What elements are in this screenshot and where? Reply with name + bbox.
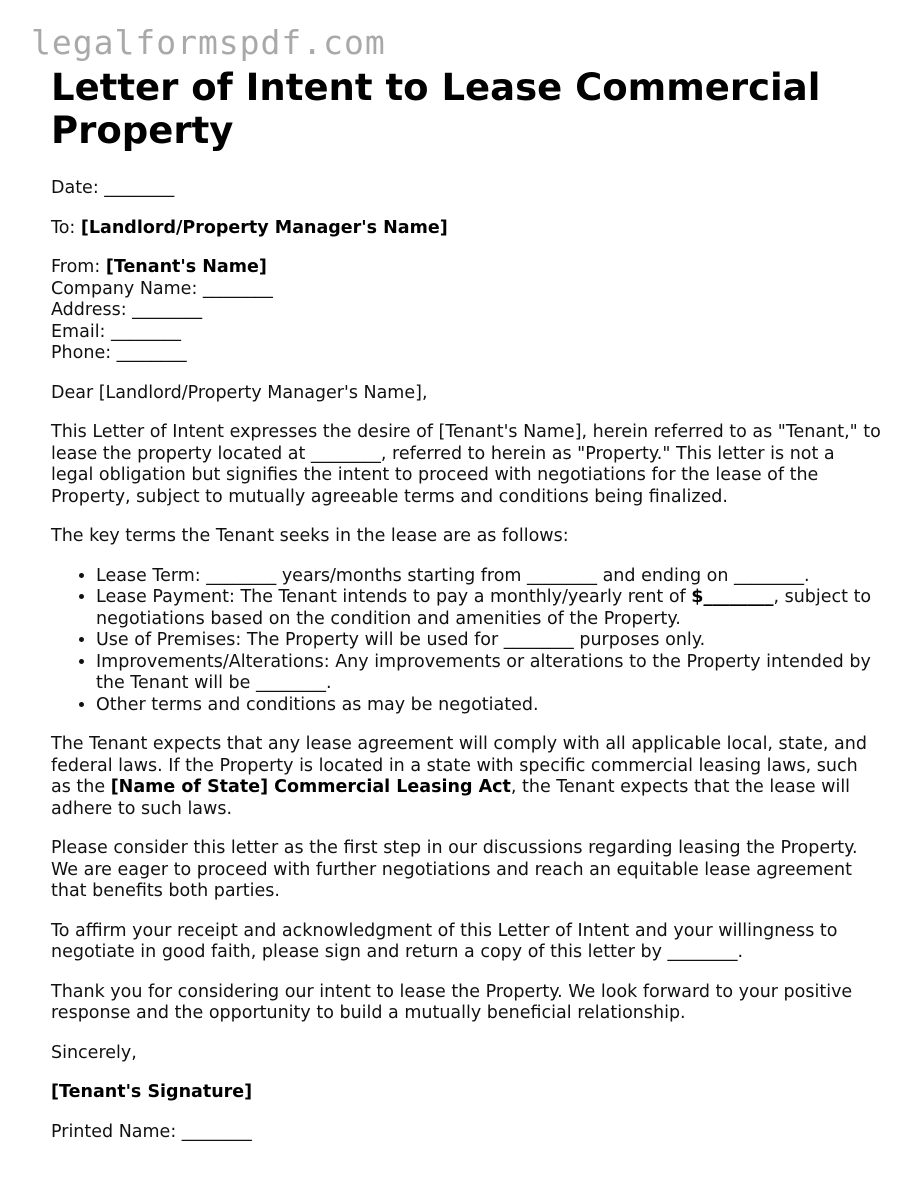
signature-placeholder xyxy=(51,1082,881,1104)
printed-name-line: Printed Name: ________ xyxy=(51,1121,252,1142)
date-label: Date: xyxy=(51,178,105,198)
company-name-line: Company Name: ________ xyxy=(51,278,273,299)
first-step-paragraph: Please consider this letter as the first step in our discussions regarding leasing the Property. We are eager to proceed with further negotiations and reach an equitable lease agreement that benefits both parties. xyxy=(51,838,858,901)
payment-amount: $________ xyxy=(691,587,774,607)
salutation: Dear [Landlord/Property Manager's Name], xyxy=(51,382,428,403)
from-block xyxy=(51,257,881,365)
term-lease-term: • Lease Term: ________ years/months starting from ________ and ending on ________. xyxy=(96,566,881,588)
affirm-paragraph: To affirm your receipt and acknowledgment of this Letter of Intent and your willingness to negotiate in good faith, please sign and return a copy of this letter by ________. xyxy=(51,920,838,962)
term-lease-payment xyxy=(96,587,881,630)
intro-paragraph: This Letter of Intent expresses the desire of [Tenant's Name], herein referred to as "Tenant," to lease the property located at ________, referred to herein as "Property." This letter is not a legal obligation but signifies the intent to proceed with negotiations for the lease of the Property, subject to mutually agreeable terms and conditions being finalized. xyxy=(51,422,881,507)
phone-line: Phone: ________ xyxy=(51,343,187,363)
laws-text-after: , the Tenant expects that the lease will adhere to such laws. xyxy=(51,777,851,819)
from-label: From: xyxy=(51,257,106,277)
payment-text-after: , subject to negotiations based on the condition and amenities of the Property. xyxy=(96,587,872,629)
from-line xyxy=(51,257,881,279)
term-other: • Other terms and conditions as may be negotiated. xyxy=(96,695,881,717)
to-value: [Landlord/Property Manager's Name] xyxy=(80,217,448,238)
laws-paragraph xyxy=(51,734,881,820)
term-improvements: • Improvements/Alterations: Any improvements or alterations to the Property intended by the Tenant will be ________. xyxy=(96,652,881,695)
signature-text: [Tenant's Signature] xyxy=(51,1082,253,1102)
to-line xyxy=(51,218,881,240)
document-title: Letter of Intent to Lease Commercial Property xyxy=(51,66,821,152)
closing: Sincerely, xyxy=(51,1042,137,1063)
watermark: legalformspdf.com xyxy=(31,23,386,62)
term-use-of-premises: • Use of Premises: The Property will be used for ________ purposes only. xyxy=(96,630,881,652)
address-line: Address: ________ xyxy=(51,300,203,320)
date-line xyxy=(51,178,881,200)
date-value: ________ xyxy=(104,178,175,198)
key-terms-intro: The key terms the Tenant seeks in the lease are as follows: xyxy=(51,526,569,546)
to-label: To: xyxy=(51,217,81,238)
thanks-paragraph: Thank you for considering our intent to lease the Property. We look forward to your positive response and the opportunity to build a mutually beneficial relationship. xyxy=(51,981,853,1023)
from-value: [Tenant's Name] xyxy=(105,257,267,277)
letter-document xyxy=(51,66,881,1161)
laws-text-before: The Tenant expects that any lease agreement will comply with all applicable local, state, and federal laws. If the Property is located in a state with specific commercial leasing laws, such as the xyxy=(51,734,867,797)
laws-act-name: [Name of State] Commercial Leasing Act xyxy=(110,777,511,797)
payment-text-before: Lease Payment: The Tenant intends to pay a monthly/yearly rent of xyxy=(96,587,692,607)
email-line: Email: ________ xyxy=(51,321,182,342)
key-terms-list xyxy=(51,566,881,717)
